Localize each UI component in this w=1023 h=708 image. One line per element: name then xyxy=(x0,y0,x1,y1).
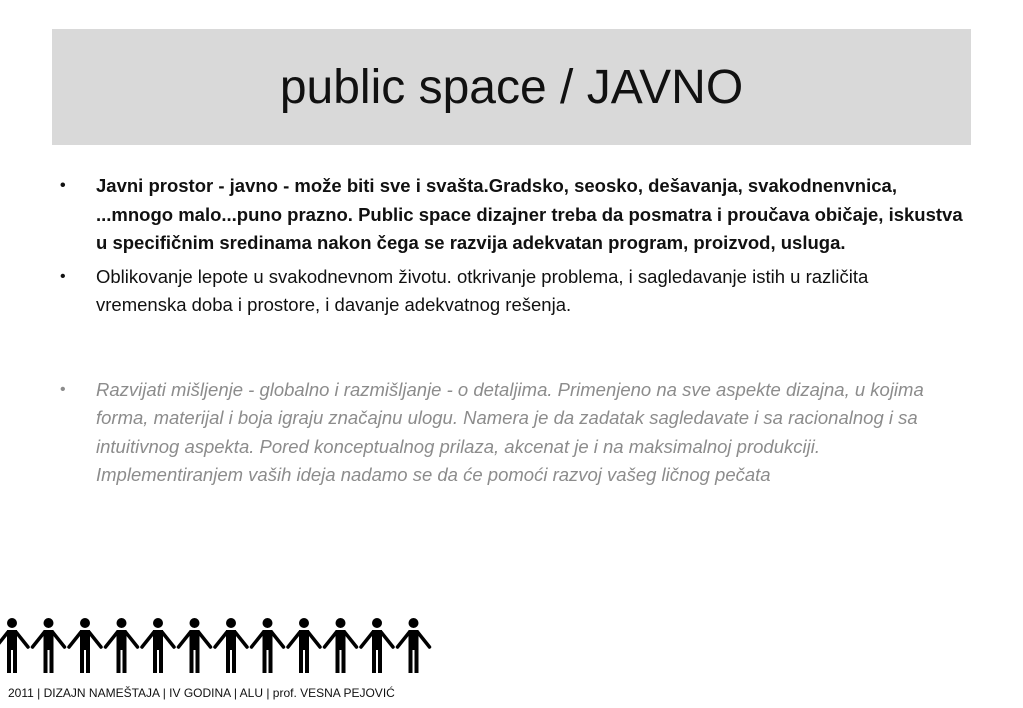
person-figure-icon xyxy=(179,618,211,673)
person-figure-icon xyxy=(106,618,138,673)
slide-title: public space / JAVNO xyxy=(279,60,744,114)
person-figure-icon xyxy=(33,618,65,673)
people-chain-icon xyxy=(0,617,440,675)
bullet-text-2: Oblikovanje lepote u svakodnevnom životu. otkrivanje problema, i sagledavanje istih u različita vremenska doba i prostore, i davanje adekvatnog rešenja. xyxy=(96,265,869,315)
person-figure-icon xyxy=(69,618,101,673)
person-figure-icon xyxy=(215,618,247,673)
bullet-item-1 xyxy=(58,172,963,258)
person-figure-icon xyxy=(398,618,430,673)
person-figure-icon xyxy=(142,618,174,673)
bullet-item-2 xyxy=(58,263,963,320)
bullet-text-1: Javni prostor - javno - može biti sve i svašta.Gradsko, seosko, dešavanja, svakodnenvnica, ...mnogo malo...puno prazno. Public space dizajner treba da posmatra i proučava običaje, iskustva u specifičnim sredinama nakon čega se razvija adekvatan program, proizvod, usluga. xyxy=(96,175,963,253)
person-figure-icon xyxy=(325,618,357,673)
footer-credits: 2011 | DIZAJN NAMEŠTAJA | IV GODINA | ALU | prof. VESNA PEJOVIĆ xyxy=(8,686,395,700)
bullet-text-3: Razvijati mišljenje - globalno i razmišljanje - o detaljima. Primenjeno na sve aspekte dizajna, u kojima forma, materijal i boja igraju značajnu ulogu. Namera je da zadatak sagledavate i sa racionalnog i sa intuitivnog aspekta. Pored konceptualnog prilaza, akcenat je i na maksimalnoj produkciji. Implementiranjem vaših ideja nadamo se da će pomoći razvoj vašeg ličnog pečata xyxy=(96,378,924,485)
person-figure-icon xyxy=(0,618,28,673)
bullet-list xyxy=(58,172,963,490)
person-figure-icon xyxy=(288,618,320,673)
bullet-icon: • xyxy=(60,380,66,398)
person-figure-icon xyxy=(252,618,284,673)
bullet-icon: • xyxy=(60,177,66,194)
bullet-item-3 xyxy=(58,376,963,490)
bullet-icon: • xyxy=(60,267,66,285)
person-figure-icon xyxy=(361,618,393,673)
title-banner xyxy=(52,29,971,145)
